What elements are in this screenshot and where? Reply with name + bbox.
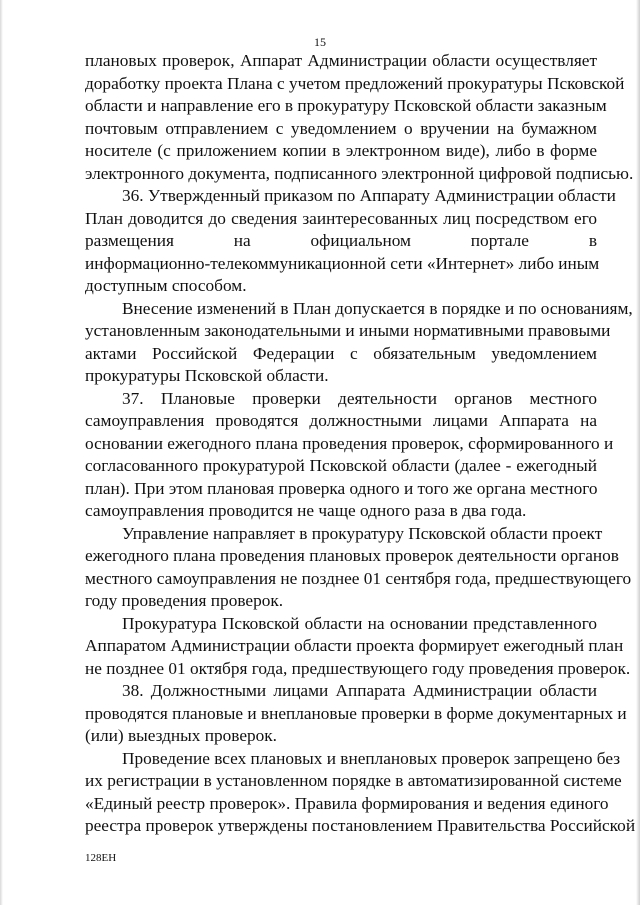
text-line: прокуратуры Псковской области.	[85, 366, 329, 385]
page-number: 15	[314, 35, 326, 49]
text-line: Управление направляет в прокуратуру Псковской области проект	[122, 523, 603, 543]
text-line: электронного документа, подписанного электронной цифровой подписью.	[85, 163, 634, 183]
text-line: их регистрации в установленном порядке в автоматизированной системе	[85, 771, 622, 790]
text-line: не позднее 01 октября года, предшествующего году проведения проверок.	[85, 658, 631, 678]
text-line: план). При этом плановая проверка одного и того же органа местного	[85, 478, 598, 498]
scan-edge-right	[636, 0, 640, 905]
text-line: почтовым отправлением с уведомлением о вручении на бумажном	[85, 118, 597, 138]
text-line: доработку проекта Плана с учетом предложений прокуратуры Псковской	[85, 73, 625, 93]
text-line: проводятся плановые и внеплановые проверки в форме документарных и	[85, 703, 627, 723]
text-line: основании ежегодного плана проведения проверок, сформированного и	[85, 433, 614, 453]
text-line: 37. Плановые проверки деятельности органов местного	[122, 388, 597, 408]
text-line: «Единый реестр проверок». Правила формирования и ведения единого	[85, 793, 609, 813]
text-line: 38. Должностными лицами Аппарата Администрации области	[122, 681, 597, 700]
text-line: (или) выездных проверок.	[85, 726, 277, 745]
document-body	[85, 50, 636, 838]
text-line: Проведение всех плановых и внеплановых проверок запрещено без	[122, 748, 621, 768]
text-line: Аппаратом Администрации области проекта формирует ежегодный план	[85, 636, 624, 655]
text-line: носителе (с приложением копии в электронном виде), либо в форме	[85, 141, 597, 160]
text-line: доступным способом.	[85, 276, 247, 295]
text-line: самоуправления проводятся должностными лицами Аппарата на	[85, 411, 597, 430]
scan-edge-left	[0, 0, 3, 905]
text-line: размещения на официальном портале в	[85, 231, 597, 250]
text-line: реестра проверок утверждены постановлением Правительства Российской	[85, 816, 636, 835]
text-line: информационно-телекоммуникационной сети «Интернет» либо иным	[85, 253, 600, 273]
text-line: местного самоуправления не позднее 01 сентября года, предшествующего	[85, 568, 632, 588]
footer-code: 128ЕН	[85, 852, 117, 864]
text-line: установленным законодательными и иными нормативными правовыми	[85, 321, 611, 340]
text-line: 36. Утвержденный приказом по Аппарату Администрации области	[122, 186, 616, 205]
text-line: ежегодного плана проведения плановых проверок деятельности органов	[85, 546, 619, 565]
text-line: актами Российской Федерации с обязательным уведомлением	[85, 343, 597, 363]
text-line: согласованного прокуратурой Псковской области (далее - ежегодный	[85, 456, 597, 475]
text-line: План доводится до сведения заинтересованных лиц посредством его	[85, 208, 597, 228]
text-line: области и направление его в прокуратуру Псковской области заказным	[85, 96, 607, 115]
text-line: плановых проверок, Аппарат Администрации области осуществляет	[85, 51, 597, 70]
text-line: году проведения проверок.	[85, 591, 284, 610]
text-line: самоуправления проводится не чаще одного раза в два года.	[85, 501, 527, 520]
text-line: Прокуратура Псковской области на основании представленного	[122, 613, 597, 633]
text-line: Внесение изменений в План допускается в порядке и по основаниям,	[122, 298, 633, 318]
